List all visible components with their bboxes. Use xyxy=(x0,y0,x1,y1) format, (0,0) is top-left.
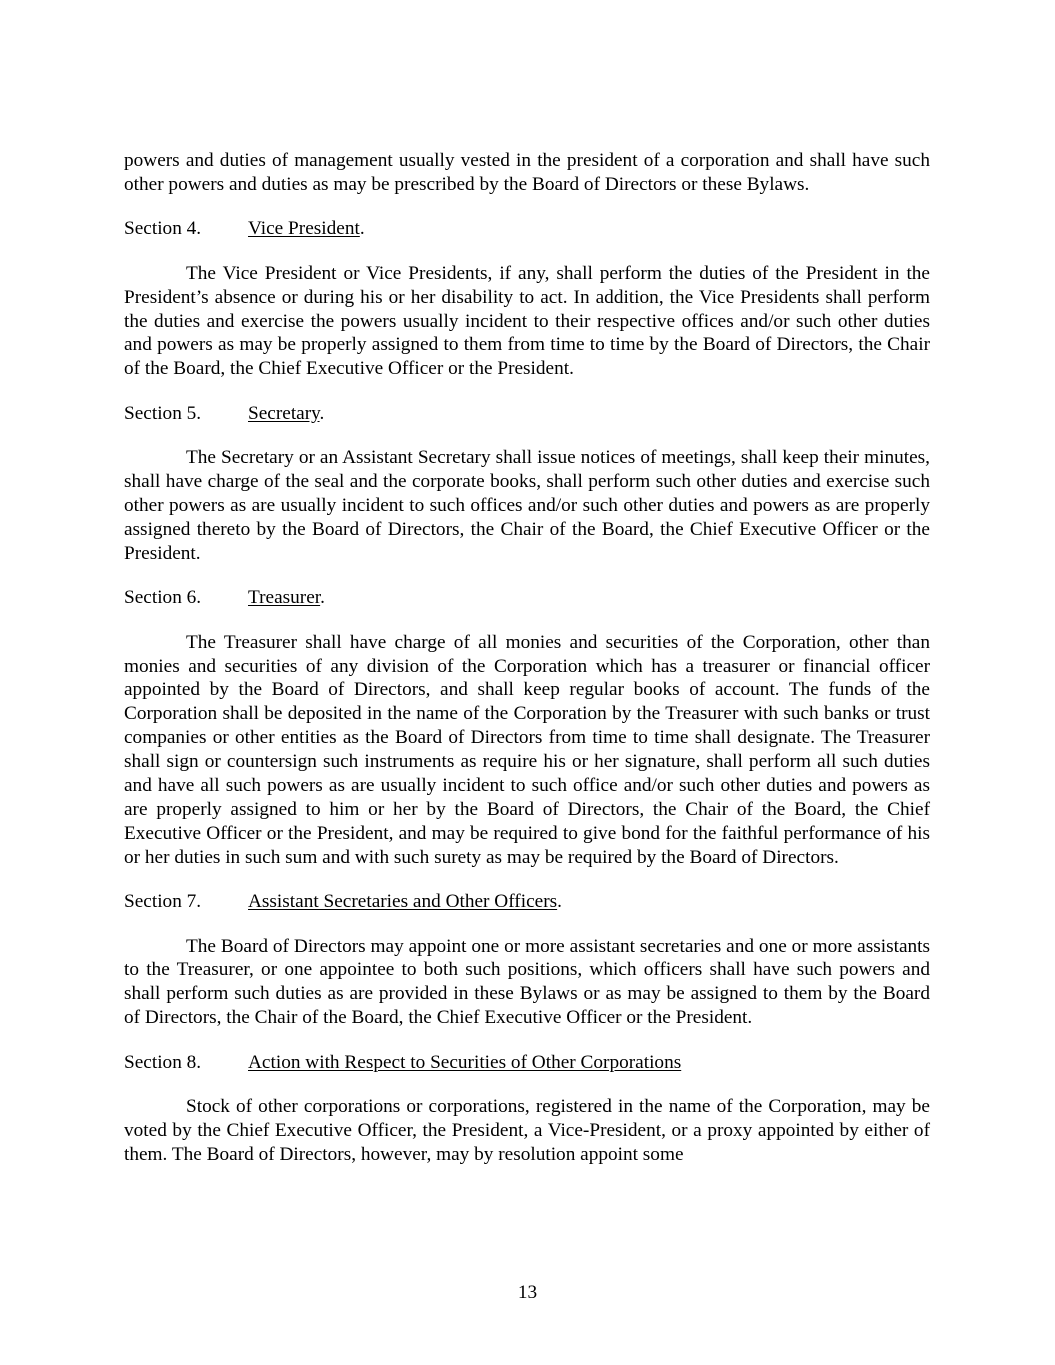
section-7-suffix: . xyxy=(557,891,562,913)
section-5-heading xyxy=(124,402,930,426)
section-6-heading xyxy=(124,586,930,610)
section-5-number: Section 5. xyxy=(124,402,202,424)
section-5-body: The Secretary or an Assistant Secretary shall issue notices of meetings, shall keep their minutes, shall have charge of the seal and the corporate books, shall perform such other duties and exercise such other powers as are usually incident to such offices and/or such other duties and powers as are properly assigned thereto by the Board of Directors, the Chair of the Board, the Chief Executive Officer or the President. xyxy=(124,447,930,564)
section-6-number: Section 6. xyxy=(124,587,202,609)
section-7-number: Section 7. xyxy=(124,891,202,913)
section-4-suffix: . xyxy=(359,218,365,240)
section-7-title: Assistant Secretaries and Other Officers xyxy=(248,891,558,913)
section-7-heading xyxy=(124,890,930,914)
section-7-body: The Board of Directors may appoint one or more assistant secretaries and one or more assistants to the Treasurer, or one appointee to both such positions, which officers shall have such powers and shall perform such duties as are provided in these Bylaws or as may be assigned to them by the Board of Directors, the Chair of the Board, the Chief Executive Officer or the President. xyxy=(124,935,930,1029)
section-8-title: Action with Respect to Securities of Other Corporations xyxy=(248,1051,682,1073)
section-8-number: Section 8. xyxy=(124,1051,202,1073)
section-8-body: Stock of other corporations or corporations, registered in the name of the Corporation, may be voted by the Chief Executive Officer, the President, a Vice-President, or a proxy appointed by either of them. The Board of Directors, however, may by resolution appoint some xyxy=(124,1096,930,1165)
page-number: 13 xyxy=(517,1282,538,1303)
section-5-suffix: . xyxy=(319,402,325,424)
section-4-title: Vice President xyxy=(248,218,360,240)
section-6-suffix: . xyxy=(320,587,325,609)
section-4-body: The Vice President or Vice Presidents, if any, shall perform the duties of the President in the President’s absence or during his or her disability to act. In addition, the Vice Presidents shall perform the duties and exercise the powers usually incident to their respective offices and/or such other duties and powers as may be properly assigned to them from time to time by the Board of Directors, the Chair of the Board, the Chief Executive Officer or the President. xyxy=(124,262,930,380)
section-6-body: The Treasurer shall have charge of all monies and securities of the Corporation, other than monies and securities of any division of the Corporation which has a treasurer or financial officer appointed by the Board of Directors, and shall keep regular books of account. The funds of the Corporation shall be deposited in the name of the Corporation by the Treasurer with such banks or trust companies or other entities as the Board of Directors from time to time shall designate. The Treasurer shall sign or countersign such instruments as require his or her signature, shall perform all such duties and have all such powers as are usually incident to such office and/or such other duties and powers as are properly assigned to him or her by the Board of Directors, the Chair of the Board, the Chief Executive Officer or the President, and may be required to give bond for the faithful performance of his or her duties in such sum and with such surety as may be required by the Board of Directors. xyxy=(124,631,930,868)
section-4-heading xyxy=(124,217,930,241)
section-8-heading xyxy=(124,1051,930,1075)
document-page xyxy=(124,149,930,1187)
section-5-title: Secretary xyxy=(248,402,320,424)
section-4-number: Section 4. xyxy=(124,218,202,240)
paragraph-continuation: powers and duties of management usually vested in the president of a corporation and shall have such other powers and duties as may be prescribed by the Board of Directors or these Bylaws. xyxy=(124,150,930,195)
section-6-title: Treasurer xyxy=(248,587,321,609)
